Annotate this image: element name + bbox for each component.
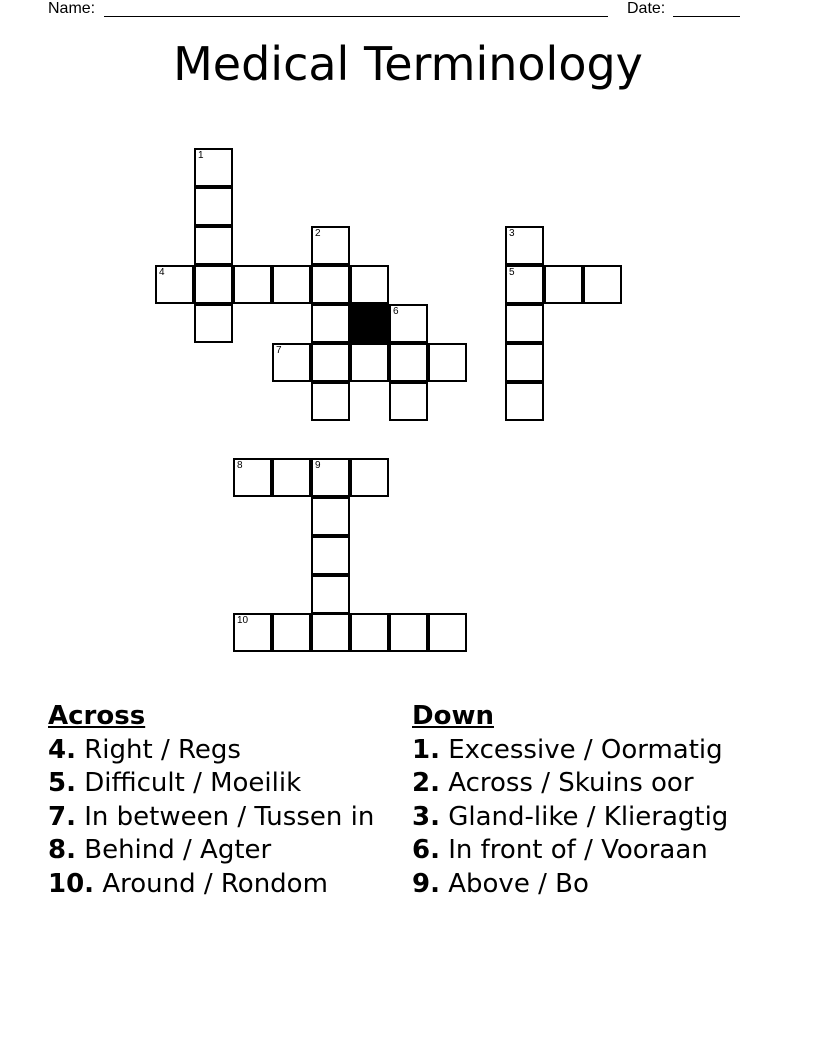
clue-item [48, 767, 374, 801]
clue-number: 9. [412, 868, 440, 899]
crossword-cell[interactable] [389, 343, 428, 382]
clue-number: 2. [412, 768, 440, 798]
clue-text: Behind / Agter [84, 835, 272, 865]
crossword-cell[interactable] [311, 304, 350, 343]
name-label: Name: [48, 0, 96, 17]
clue-text: Around / Rondom [102, 868, 328, 899]
crossword-cell[interactable] [194, 265, 233, 304]
crossword-cell[interactable] [272, 343, 311, 382]
crossword-cell[interactable] [389, 382, 428, 421]
crossword-cell[interactable] [505, 226, 544, 265]
clue-number: 4. [48, 734, 76, 765]
down-heading: Down [412, 701, 494, 731]
clue-number-10: 10 [237, 615, 249, 626]
crossword-cell[interactable] [233, 458, 272, 497]
clue-text: Above / Bo [448, 868, 589, 899]
clue-item [48, 734, 374, 768]
crossword-cell[interactable] [311, 343, 350, 382]
crossword-cell[interactable] [311, 575, 350, 614]
date-label: Date: [627, 0, 666, 17]
clue-number-6: 6 [393, 306, 399, 317]
clue-number: 8. [48, 835, 76, 865]
clue-number-9: 9 [315, 460, 321, 471]
crossword-cell[interactable] [389, 304, 428, 343]
crossword-cell[interactable] [233, 265, 272, 304]
crossword-cell[interactable] [389, 613, 428, 652]
crossword-cell[interactable] [350, 343, 389, 382]
clue-text: Across / Skuins oor [448, 768, 694, 798]
clue-number-7: 7 [276, 345, 282, 356]
crossword-cell[interactable] [194, 148, 233, 187]
page-title: Medical Terminology [173, 37, 643, 91]
crossword-cell[interactable] [194, 187, 233, 226]
clue-item [48, 801, 374, 835]
crossword-cell[interactable] [311, 265, 350, 304]
clue-item [412, 801, 728, 835]
clue-number: 7. [48, 801, 76, 832]
clue-text: Excessive / Oormatig [448, 734, 723, 765]
clue-number-3: 3 [509, 228, 515, 239]
clue-text: Gland-like / Klieragtig [448, 801, 729, 832]
crossword-cell[interactable] [311, 458, 350, 497]
crossword-cell[interactable] [505, 343, 544, 382]
crossword-cell[interactable] [428, 613, 467, 652]
clue-number-2: 2 [315, 228, 321, 239]
clue-text: In front of / Vooraan [448, 835, 708, 865]
crossword-cell[interactable] [194, 304, 233, 343]
crossword-cell[interactable] [428, 343, 467, 382]
crossword-cell[interactable] [311, 226, 350, 265]
crossword-cell[interactable] [350, 613, 389, 652]
clue-number: 10. [48, 868, 95, 899]
clue-number-1: 1 [198, 150, 204, 161]
crossword-cell[interactable] [155, 265, 194, 304]
crossword-cell[interactable] [544, 265, 583, 304]
clue-item [412, 767, 728, 801]
clue-number: 3. [412, 801, 440, 832]
across-clues [48, 700, 374, 901]
clue-text: Difficult / Moeilik [84, 768, 302, 798]
clue-number-4: 4 [159, 267, 165, 278]
clue-item [412, 868, 728, 902]
clue-number: 6. [412, 835, 440, 865]
crossword-cell[interactable] [505, 304, 544, 343]
clue-number-8: 8 [237, 460, 243, 471]
clue-item [412, 834, 728, 868]
clue-text: Right / Regs [84, 734, 241, 765]
clue-number: 5. [48, 768, 76, 798]
crossword-cell[interactable] [272, 458, 311, 497]
crossword-black-cell [350, 304, 389, 343]
crossword-cell[interactable] [311, 536, 350, 575]
crossword-cell[interactable] [272, 265, 311, 304]
across-heading: Across [48, 701, 146, 731]
crossword-cell[interactable] [350, 265, 389, 304]
crossword-cell[interactable] [505, 265, 544, 304]
down-clues [412, 700, 728, 901]
crossword-cell[interactable] [272, 613, 311, 652]
crossword-cell[interactable] [505, 382, 544, 421]
clue-number: 1. [412, 734, 440, 765]
crossword-cell[interactable] [583, 265, 622, 304]
clue-number-5: 5 [509, 267, 515, 278]
clue-item [412, 734, 728, 768]
clue-text: In between / Tussen in [84, 801, 375, 832]
clue-item [48, 868, 374, 902]
crossword-cell[interactable] [311, 613, 350, 652]
clue-item [48, 834, 374, 868]
crossword-cell[interactable] [194, 226, 233, 265]
crossword-cell[interactable] [350, 458, 389, 497]
crossword-cell[interactable] [311, 497, 350, 536]
crossword-cell[interactable] [233, 613, 272, 652]
crossword-cell[interactable] [311, 382, 350, 421]
